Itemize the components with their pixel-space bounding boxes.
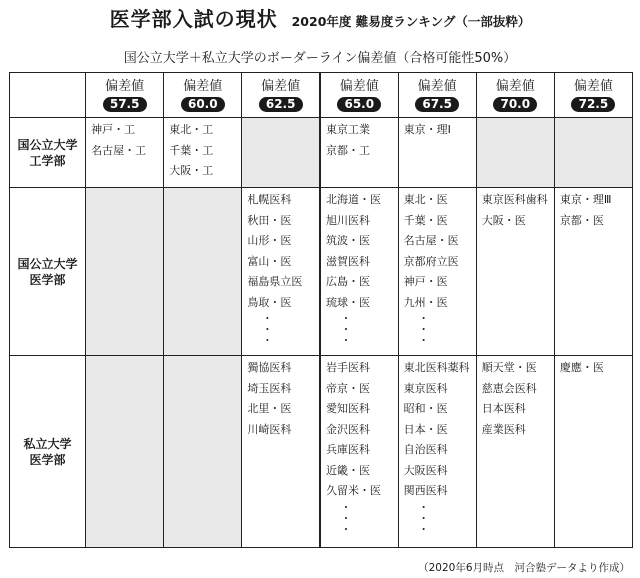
continuation-dot: ・ xyxy=(340,323,352,336)
continuation-dot: ・ xyxy=(261,323,273,336)
row-header xyxy=(10,356,86,548)
continuation-dot: ・ xyxy=(418,334,430,347)
university-entry: 京都・工 xyxy=(325,143,370,157)
university-entry: 名古屋・工 xyxy=(91,143,147,157)
source-note: （2020年6月時点 河合塾データより作成） xyxy=(418,562,630,574)
university-entry: 鳥取・医 xyxy=(247,295,292,309)
university-entry: 東北医科薬科 xyxy=(403,361,470,374)
table-row xyxy=(10,356,633,548)
deviation-value-badge: 60.0 xyxy=(181,97,225,112)
university-entry: 広島・医 xyxy=(325,275,370,288)
university-entry: 東北・工 xyxy=(169,123,214,136)
ranking-table xyxy=(9,72,633,548)
deviation-value-badge: 72.5 xyxy=(571,97,615,112)
university-entry: 神戸・医 xyxy=(403,275,448,288)
continuation-dot: ・ xyxy=(261,334,273,347)
table-cell xyxy=(164,118,242,188)
row-header-line2: 医学部 xyxy=(29,452,66,467)
deviation-value-badge: 57.5 xyxy=(103,97,147,112)
university-entry: 久留米・医 xyxy=(325,484,381,497)
university-entry: 大阪・医 xyxy=(481,213,526,227)
university-entry: 東北・医 xyxy=(403,193,448,206)
continuation-dot: ・ xyxy=(261,312,273,325)
table-cell xyxy=(398,118,476,188)
table-cell xyxy=(242,188,320,356)
university-entry: 千葉・工 xyxy=(169,143,214,157)
table-row xyxy=(10,188,633,356)
column-header-72-5 xyxy=(554,73,632,118)
column-header-67-5 xyxy=(398,73,476,118)
university-entry: 獨協医科 xyxy=(247,361,292,374)
table-cell xyxy=(320,118,398,188)
university-entry: 東京医科歯科 xyxy=(481,193,548,206)
deviation-value-badge: 70.0 xyxy=(493,97,537,112)
table-cell xyxy=(554,118,632,188)
university-entry: 旭川医科 xyxy=(325,213,370,227)
column-header-label: 偏差値 xyxy=(339,78,379,94)
table-cell xyxy=(476,356,554,548)
column-header-57-5 xyxy=(86,73,164,118)
university-entry: 近畿・医 xyxy=(325,463,370,477)
row-header xyxy=(10,118,86,188)
university-entry: 北海道・医 xyxy=(325,193,381,206)
table-subtitle: 国公立大学＋私立大学のボーダーライン偏差値（合格可能性50%） xyxy=(123,51,517,66)
title-row xyxy=(0,3,640,32)
table-cell xyxy=(164,188,242,356)
university-entry: 日本医科 xyxy=(481,402,526,415)
university-entry: 川崎医科 xyxy=(247,422,292,436)
university-entry: 昭和・医 xyxy=(403,402,448,415)
table-cell xyxy=(86,118,164,188)
header-row xyxy=(10,73,633,118)
row-header-line2: 医学部 xyxy=(29,272,66,287)
table-cell xyxy=(86,356,164,548)
university-entry: 名古屋・医 xyxy=(403,234,459,247)
table-cell xyxy=(164,356,242,548)
continuation-dot: ・ xyxy=(418,312,430,325)
table-row xyxy=(10,118,633,188)
university-entry: 九州・医 xyxy=(403,295,448,309)
university-entry: 山形・医 xyxy=(247,234,292,247)
continuation-dot: ・ xyxy=(340,522,352,536)
column-header-label: 偏差値 xyxy=(183,78,223,94)
column-header-65-0 xyxy=(320,73,398,118)
column-header-label: 偏差値 xyxy=(495,78,535,94)
table-cell xyxy=(398,356,476,548)
column-header-label: 偏差値 xyxy=(573,78,613,94)
university-entry: 埼玉医科 xyxy=(247,381,292,395)
page-title: 医学部入試の現状 xyxy=(109,7,278,31)
table-cell xyxy=(320,188,398,356)
table-cell xyxy=(398,188,476,356)
university-entry: 筑波・医 xyxy=(325,234,370,247)
continuation-dot: ・ xyxy=(340,500,352,514)
column-header-62-5 xyxy=(242,73,320,118)
table-cell xyxy=(554,188,632,356)
university-entry: 慈恵会医科 xyxy=(481,381,537,395)
table-cell xyxy=(476,188,554,356)
continuation-dot: ・ xyxy=(418,522,430,536)
university-entry: 京都府立医 xyxy=(403,254,459,268)
row-header-line2: 工学部 xyxy=(29,153,66,168)
university-entry: 千葉・医 xyxy=(403,213,448,227)
corner-cell xyxy=(10,73,86,118)
continuation-dot: ・ xyxy=(340,511,352,525)
university-entry: 岩手医科 xyxy=(325,361,370,374)
page-title-sub: 2020年度 難易度ランキング（一部抜粋） xyxy=(291,14,531,29)
university-entry: 東京工業 xyxy=(325,123,370,136)
table-cell xyxy=(86,188,164,356)
continuation-dot: ・ xyxy=(418,323,430,336)
deviation-value-badge: 67.5 xyxy=(415,97,459,112)
column-header-70-0 xyxy=(476,73,554,118)
row-header-line1: 国公立大学 xyxy=(17,256,78,271)
table-cell xyxy=(242,118,320,188)
university-entry: 札幌医科 xyxy=(247,193,292,206)
table-cell xyxy=(320,356,398,548)
university-entry: 富山・医 xyxy=(247,254,292,268)
university-entry: 自治医科 xyxy=(403,443,448,456)
table-cell xyxy=(554,356,632,548)
university-entry: 京都・医 xyxy=(559,213,604,227)
continuation-dot: ・ xyxy=(418,500,430,514)
deviation-value-badge: 65.0 xyxy=(337,97,381,112)
continuation-dot: ・ xyxy=(340,312,352,325)
university-entry: 慶應・医 xyxy=(559,361,604,374)
table-cell xyxy=(242,356,320,548)
university-entry: 順天堂・医 xyxy=(481,361,537,374)
university-entry: 神戸・工 xyxy=(91,123,136,136)
university-entry: 東京・理Ⅲ xyxy=(559,193,612,206)
column-header-label: 偏差値 xyxy=(105,78,145,94)
university-entry: 東京・理Ⅰ xyxy=(403,123,451,136)
column-header-60-0 xyxy=(164,73,242,118)
university-entry: 東京医科 xyxy=(403,381,448,395)
university-entry: 大阪医科 xyxy=(403,463,448,477)
deviation-value-badge: 62.5 xyxy=(259,97,303,112)
table-cell xyxy=(476,118,554,188)
university-entry: 愛知医科 xyxy=(325,402,370,415)
university-entry: 兵庫医科 xyxy=(325,443,370,456)
university-entry: 金沢医科 xyxy=(325,422,370,436)
column-header-label: 偏差値 xyxy=(261,78,301,94)
university-entry: 帝京・医 xyxy=(325,381,370,395)
university-entry: 大阪・工 xyxy=(169,164,214,177)
university-entry: 関西医科 xyxy=(403,484,448,497)
row-header-line1: 私立大学 xyxy=(23,436,72,451)
row-header xyxy=(10,188,86,356)
university-entry: 北里・医 xyxy=(247,402,292,415)
university-entry: 日本・医 xyxy=(403,422,448,436)
university-entry: 琉球・医 xyxy=(325,295,370,309)
university-entry: 秋田・医 xyxy=(247,213,292,227)
university-entry: 産業医科 xyxy=(481,422,526,436)
university-entry: 福島県立医 xyxy=(247,275,303,288)
continuation-dot: ・ xyxy=(418,511,430,525)
row-header-line1: 国公立大学 xyxy=(17,137,78,152)
university-entry: 滋賀医科 xyxy=(325,254,370,268)
column-header-label: 偏差値 xyxy=(417,78,457,94)
continuation-dot: ・ xyxy=(340,334,352,347)
